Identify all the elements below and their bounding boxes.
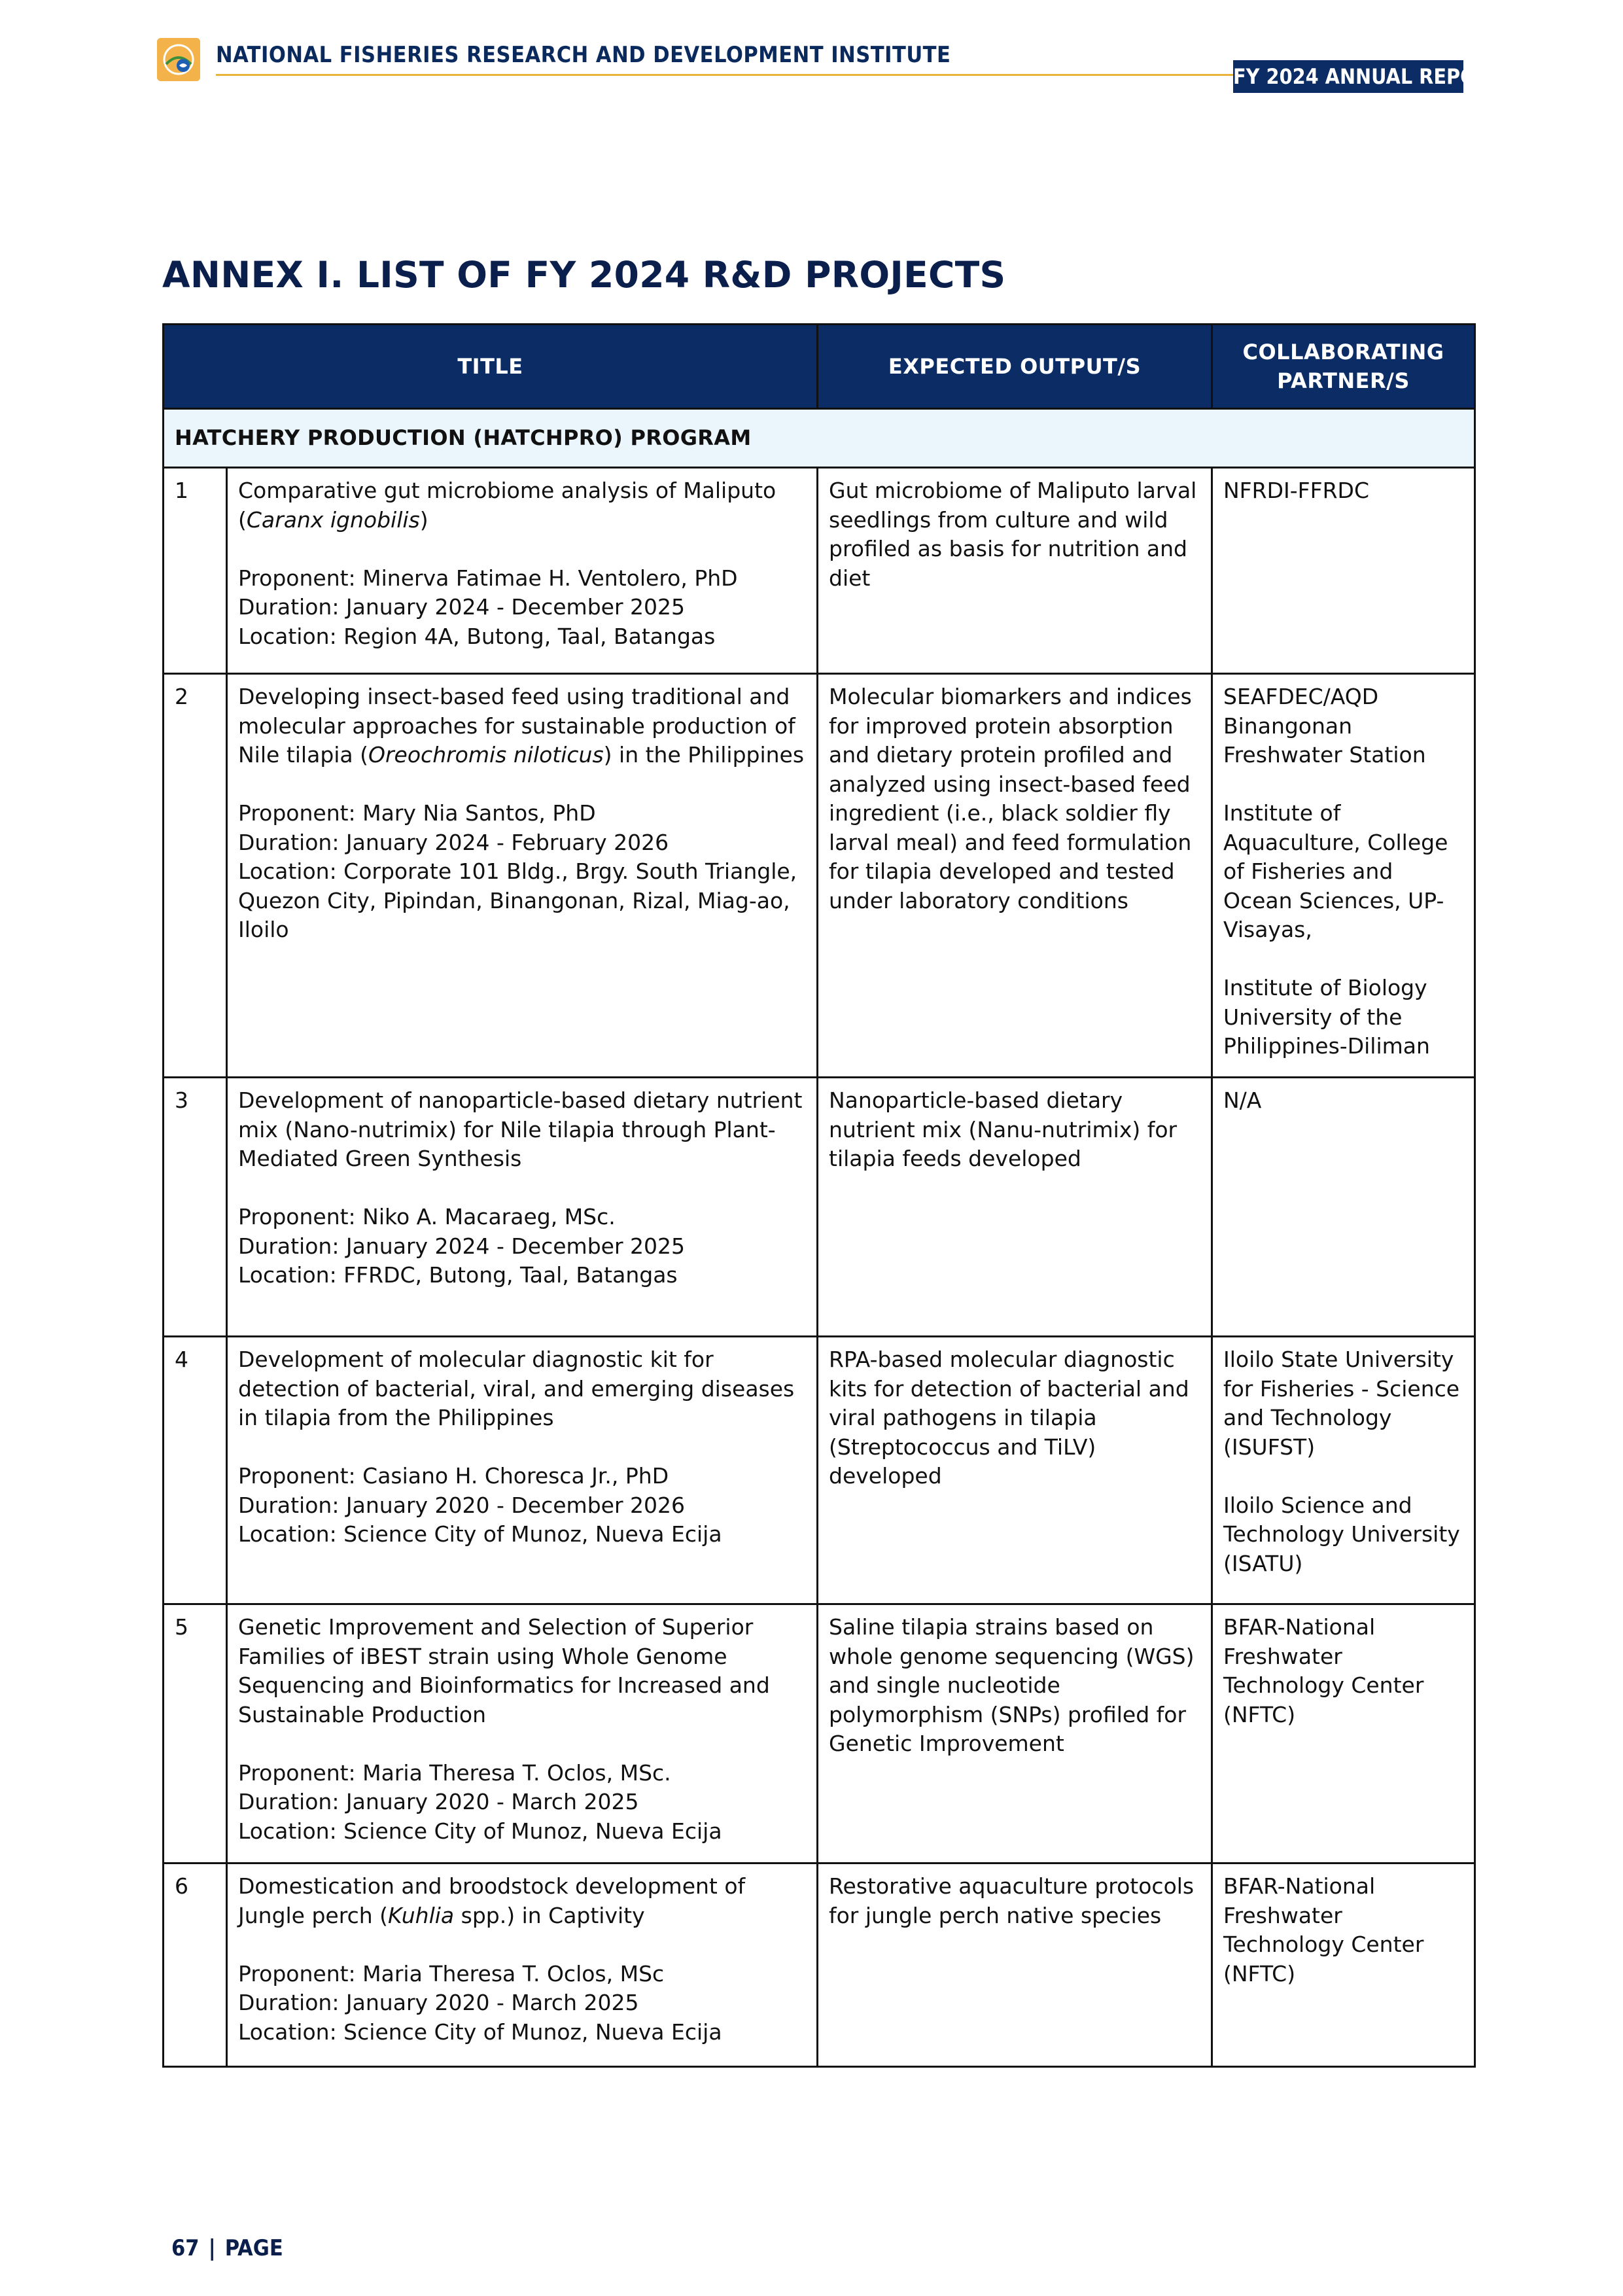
spacer xyxy=(238,1930,806,1960)
spacer xyxy=(1223,1462,1463,1491)
spacer xyxy=(1223,945,1463,974)
page-label: PAGE xyxy=(224,2235,283,2261)
spacer xyxy=(238,1174,806,1203)
row-number: 5 xyxy=(164,1604,227,1863)
project-duration: Duration: January 2020 - December 2026 xyxy=(238,1492,685,1518)
project-location: Location: Science City of Munoz, Nueva Ecija xyxy=(238,1521,722,1547)
project-cell xyxy=(227,1078,818,1337)
partner-name: Institute of Biology University of the Philippines-Diliman xyxy=(1223,975,1430,1059)
project-duration: Duration: January 2020 - March 2025 xyxy=(238,1990,639,2015)
project-proponent: Proponent: Maria Theresa T. Oclos, MSc xyxy=(238,1960,665,1987)
spacer xyxy=(238,1433,806,1462)
spacer xyxy=(1223,770,1463,800)
project-title xyxy=(238,476,806,535)
spacer xyxy=(238,1729,806,1759)
project-proponent: Proponent: Casiano H. Choresca Jr., PhD xyxy=(238,1463,669,1489)
project-title xyxy=(238,1872,806,1930)
project-duration: Duration: January 2024 - December 2025 xyxy=(238,1233,685,1259)
project-title xyxy=(238,1345,806,1433)
table-row xyxy=(164,1337,1475,1604)
partner-name: BFAR-National Freshwater Technology Center (NFTC) xyxy=(1223,1873,1424,1987)
expected-output: Saline tilapia strains based on whole genome sequencing (WGS) and single nucleotide polymorphism (SNPs) profiled for Genetic Improvement xyxy=(818,1604,1212,1863)
partner-name: N/A xyxy=(1223,1087,1262,1113)
collaborating-partners xyxy=(1212,1863,1475,2067)
project-title xyxy=(238,1613,806,1729)
row-number: 4 xyxy=(164,1337,227,1604)
project-location: Location: FFRDC, Butong, Taal, Batangas xyxy=(238,1262,678,1288)
project-title-species: Oreochromis niloticus xyxy=(368,742,604,768)
project-title-text: Comparative gut microbiome analysis of Maliputo ( xyxy=(238,478,777,533)
table-row xyxy=(164,468,1475,674)
nfrdi-logo-icon xyxy=(157,38,200,81)
project-proponent: Proponent: Maria Theresa T. Oclos, MSc. xyxy=(238,1759,671,1786)
report-badge: FY 2024 ANNUAL REPORT xyxy=(1233,60,1463,93)
table-row xyxy=(164,1604,1475,1863)
project-duration: Duration: January 2020 - March 2025 xyxy=(238,1789,639,1814)
project-title-text: Genetic Improvement and Selection of Superior Families of iBEST strain using Whole Genome Sequencing and Bioinformatics for Increased and Sustainable Production xyxy=(238,1614,770,1727)
expected-output: Molecular biomarkers and indices for improved protein absorption and dietary protein profiled and analyzed using insect-based feed ingredient (i.e., black soldier fly larval meal) and feed formulation for tilapia developed and tested under laboratory conditions xyxy=(818,674,1212,1078)
project-duration: Duration: January 2024 - February 2026 xyxy=(238,829,669,855)
project-title-species: Kuhlia xyxy=(388,1902,455,1928)
row-number: 2 xyxy=(164,674,227,1078)
partner-name: Iloilo Science and Technology University (ISATU) xyxy=(1223,1492,1460,1576)
row-number: 6 xyxy=(164,1863,227,2067)
partner-name: NFRDI-FFRDC xyxy=(1223,478,1369,503)
spacer xyxy=(238,535,806,564)
project-title-text: Domestication and broodstock development of Jungle perch ( xyxy=(238,1873,746,1928)
table-row xyxy=(164,1863,1475,2067)
expected-output: Nanoparticle-based dietary nutrient mix (Nanu-nutrimix) for tilapia feeds developed xyxy=(818,1078,1212,1337)
column-header-title: TITLE xyxy=(164,325,818,409)
column-header-partners: COLLABORATING PARTNER/S xyxy=(1212,325,1475,409)
project-cell xyxy=(227,1337,818,1604)
project-title-text: Development of molecular diagnostic kit for detection of bacterial, viral, and emerging diseases in tilapia from the Philippines xyxy=(238,1347,795,1430)
partner-name: SEAFDEC/AQD Binangonan Freshwater Station xyxy=(1223,684,1426,768)
project-location: Location: Science City of Munoz, Nueva Ecija xyxy=(238,1818,722,1844)
page-number: 67 xyxy=(171,2235,200,2261)
project-title xyxy=(238,682,806,770)
spacer xyxy=(238,770,806,800)
project-cell xyxy=(227,1863,818,2067)
collaborating-partners xyxy=(1212,1604,1475,1863)
project-duration: Duration: January 2024 - December 2025 xyxy=(238,594,685,620)
footer-separator: | xyxy=(208,2235,216,2261)
project-cell xyxy=(227,1604,818,1863)
projects-table xyxy=(162,323,1476,2068)
project-title-suffix: ) in the Philippines xyxy=(603,742,805,768)
project-cell xyxy=(227,468,818,674)
program-name: HATCHERY PRODUCTION (HATCHPRO) PROGRAM xyxy=(164,409,1475,468)
project-location: Location: Science City of Munoz, Nueva Ecija xyxy=(238,2019,722,2045)
table-header-row xyxy=(164,325,1475,409)
header-divider xyxy=(216,74,1233,76)
project-title-suffix: ) xyxy=(419,506,428,533)
partner-name: Institute of Aquaculture, College of Fisheries and Ocean Sciences, UP-Visayas, xyxy=(1223,800,1448,942)
partner-name: Iloilo State University for Fisheries - Science and Technology (ISUFST) xyxy=(1223,1347,1460,1460)
project-location: Location: Corporate 101 Bldg., Brgy. South Triangle, Quezon City, Pipindan, Binangonan, Rizal, Miag-ao, Iloilo xyxy=(238,858,797,942)
row-number: 3 xyxy=(164,1078,227,1337)
institute-name: NATIONAL FISHERIES RESEARCH AND DEVELOPMENT INSTITUTE xyxy=(216,42,951,68)
collaborating-partners xyxy=(1212,1337,1475,1604)
project-title-suffix: spp.) in Captivity xyxy=(454,1902,645,1928)
table-row xyxy=(164,674,1475,1078)
project-title-species: Caranx ignobilis xyxy=(246,506,420,533)
program-row xyxy=(164,409,1475,468)
project-cell xyxy=(227,674,818,1078)
page-title: ANNEX I. LIST OF FY 2024 R&D PROJECTS xyxy=(162,254,1006,296)
project-location: Location: Region 4A, Butong, Taal, Batangas xyxy=(238,623,716,649)
project-proponent: Proponent: Minerva Fatimae H. Ventolero, PhD xyxy=(238,565,738,591)
project-proponent: Proponent: Niko A. Macaraeg, MSc. xyxy=(238,1204,616,1229)
collaborating-partners xyxy=(1212,674,1475,1078)
project-title xyxy=(238,1086,806,1174)
collaborating-partners xyxy=(1212,1078,1475,1337)
row-number: 1 xyxy=(164,468,227,674)
table-row xyxy=(164,1078,1475,1337)
project-proponent: Proponent: Mary Nia Santos, PhD xyxy=(238,800,596,826)
collaborating-partners xyxy=(1212,468,1475,674)
page-footer xyxy=(171,2235,283,2261)
project-title-text: Development of nanoparticle-based dietary nutrient mix (Nano-nutrimix) for Nile tilapia through Plant-Mediated Green Synthesis xyxy=(238,1087,803,1171)
expected-output: Restorative aquaculture protocols for jungle perch native species xyxy=(818,1863,1212,2067)
partner-name: BFAR-National Freshwater Technology Center (NFTC) xyxy=(1223,1614,1424,1727)
column-header-output: EXPECTED OUTPUT/S xyxy=(818,325,1212,409)
expected-output: Gut microbiome of Maliputo larval seedlings from culture and wild profiled as basis for nutrition and diet xyxy=(818,468,1212,674)
project-title-text: Developing insect-based feed using traditional and molecular approaches for sustainable production of Nile tilapia ( xyxy=(238,684,795,768)
expected-output: RPA-based molecular diagnostic kits for detection of bacterial and viral pathogens in tilapia (Streptococcus and TiLV) developed xyxy=(818,1337,1212,1604)
